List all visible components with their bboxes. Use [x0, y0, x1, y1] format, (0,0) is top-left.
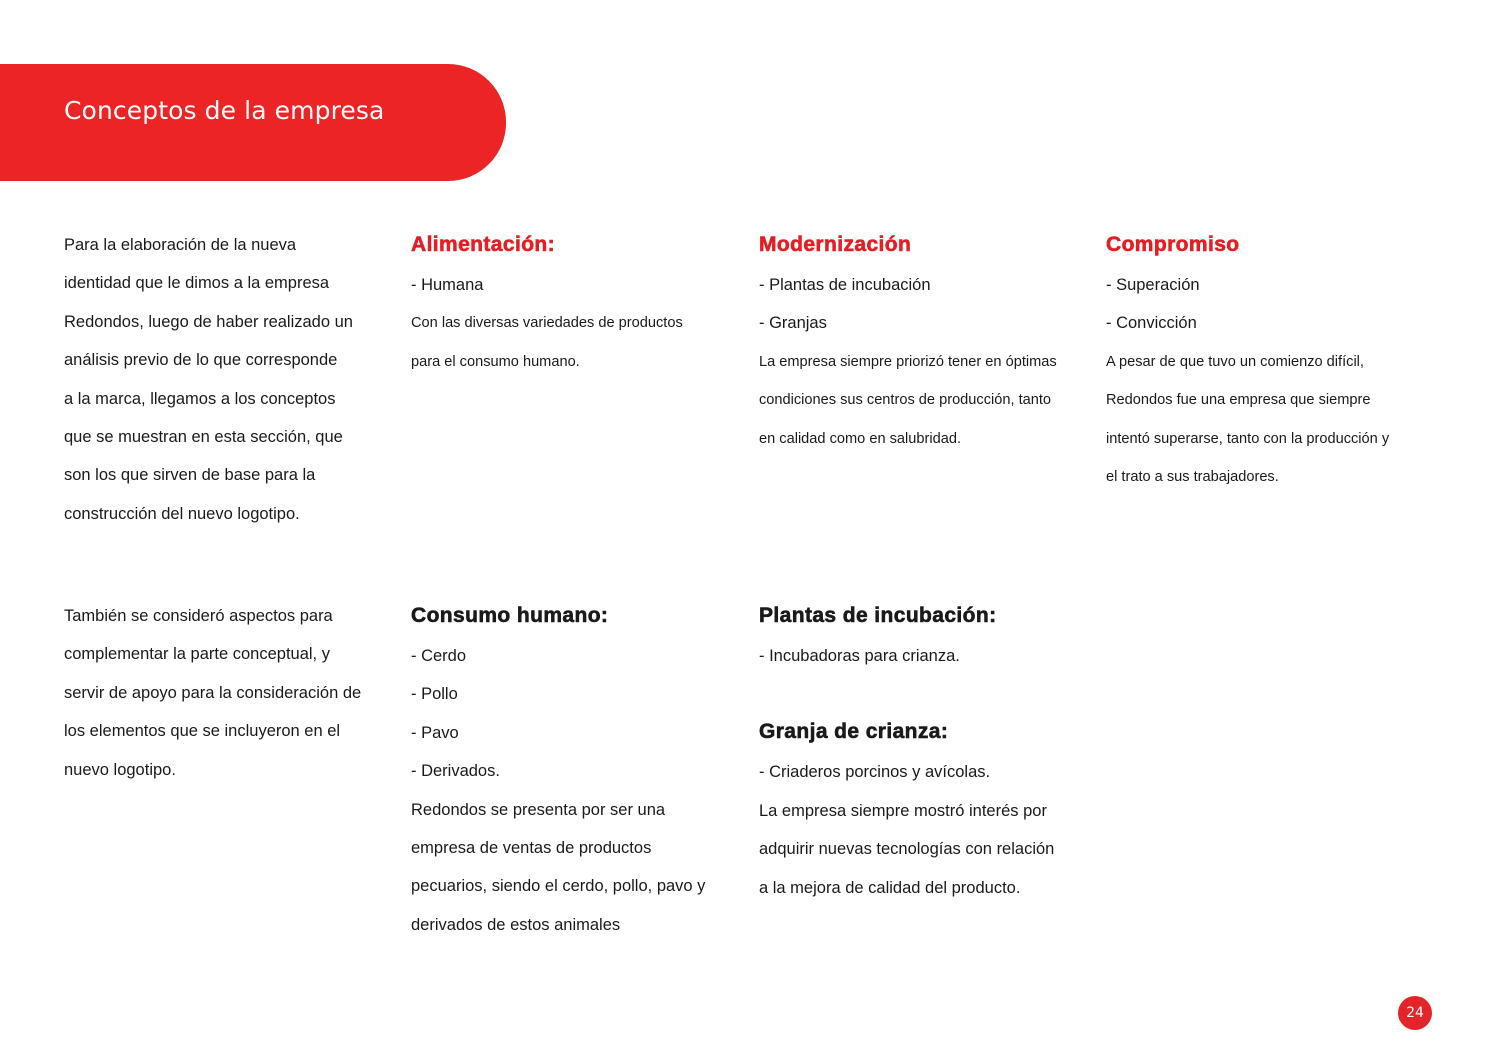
secondary-intro-line: También se consideró aspectos para: [64, 607, 333, 625]
concept-description-line: en calidad como en salubridad.: [759, 430, 962, 447]
concept-alimentacion: [411, 226, 741, 381]
aspect-heading: Consumo humano:: [411, 604, 609, 627]
page-number-badge: 24: [1398, 996, 1432, 1030]
secondary-intro-line: los elementos que se incluyeron en el: [64, 722, 341, 741]
intro-line: son los que sirven de base para la: [64, 466, 316, 485]
concept-item: - Superación: [1106, 276, 1200, 294]
secondary-intro-line: complementar la parte conceptual, y: [64, 645, 330, 664]
aspect-description-line: Redondos se presenta por ser una: [411, 800, 666, 819]
concept-description-line: el trato a sus trabajadores.: [1106, 468, 1279, 485]
aspect-description-line: empresa de ventas de productos: [411, 838, 652, 857]
intro-line: Para la elaboración de la nueva: [64, 236, 297, 254]
aspect-item: - Pavo: [411, 723, 459, 742]
concept-compromiso: [1106, 226, 1436, 496]
concept-description-line: La empresa siempre priorizó tener en óptimas: [759, 353, 1057, 370]
aspect-item: - Criaderos porcinos y avícolas.: [759, 763, 991, 782]
concept-description-line: A pesar de que tuvo un comienzo difícil,: [1106, 353, 1364, 370]
concept-item: - Plantas de incubación: [759, 276, 931, 294]
aspect-heading: Plantas de incubación:: [759, 604, 997, 627]
aspect-heading: Granja de crianza:: [759, 720, 949, 744]
concept-description-line: para el consumo humano.: [411, 353, 580, 370]
aspect-item: - Cerdo: [411, 647, 467, 665]
aspect-description-line: La empresa siempre mostró interés por: [759, 801, 1047, 820]
concept-item: - Convicción: [1106, 314, 1197, 333]
intro-line: Redondos, luego de haber realizado un: [64, 312, 353, 331]
aspect-description-line: a la mejora de calidad del producto.: [759, 878, 1021, 897]
secondary-intro-line: servir de apoyo para la consideración de: [64, 683, 362, 702]
secondary-intro-line: nuevo logotipo.: [64, 760, 176, 779]
intro-line: análisis previo de lo que corresponde: [64, 351, 338, 370]
concept-item: - Granjas: [759, 314, 827, 333]
concept-heading: Alimentación:: [411, 233, 556, 256]
concept-description-line: intentó superarse, tanto con la producción y: [1106, 430, 1390, 447]
concept-description-line: condiciones sus centros de producción, tanto: [759, 392, 1052, 409]
concept-heading: Modernización: [759, 233, 912, 256]
intro-line: que se muestran en esta sección, que: [64, 427, 343, 446]
concept-heading: Compromiso: [1106, 233, 1240, 256]
aspect-consumo-humano: [411, 597, 741, 944]
aspect-description-line: adquirir nuevas tecnologías con relación: [759, 840, 1055, 859]
aspect-item: - Pollo: [411, 685, 458, 704]
aspect-description-line: pecuarios, siendo el cerdo, pollo, pavo y: [411, 877, 706, 896]
concept-modernizacion: [759, 226, 1089, 458]
spacer: [759, 675, 1089, 713]
concept-description-line: Redondos fue una empresa que siempre: [1106, 392, 1371, 409]
intro-line: construcción del nuevo logotipo.: [64, 504, 300, 523]
intro-line: a la marca, llegamos a los conceptos: [64, 389, 336, 408]
secondary-intro-paragraph: [64, 597, 394, 789]
intro-line: identidad que le dimos a la empresa: [64, 274, 330, 293]
aspect-description-line: derivados de estos animales: [411, 915, 621, 934]
page-title: Conceptos de la empresa: [64, 96, 385, 125]
concept-description-line: Con las diversas variedades de productos: [411, 315, 683, 332]
concept-item: - Humana: [411, 276, 484, 294]
aspect-plantas-granja: [759, 597, 1089, 907]
intro-paragraph: [64, 226, 394, 533]
aspect-item: - Incubadoras para crianza.: [759, 647, 960, 665]
aspect-item: - Derivados.: [411, 762, 500, 781]
